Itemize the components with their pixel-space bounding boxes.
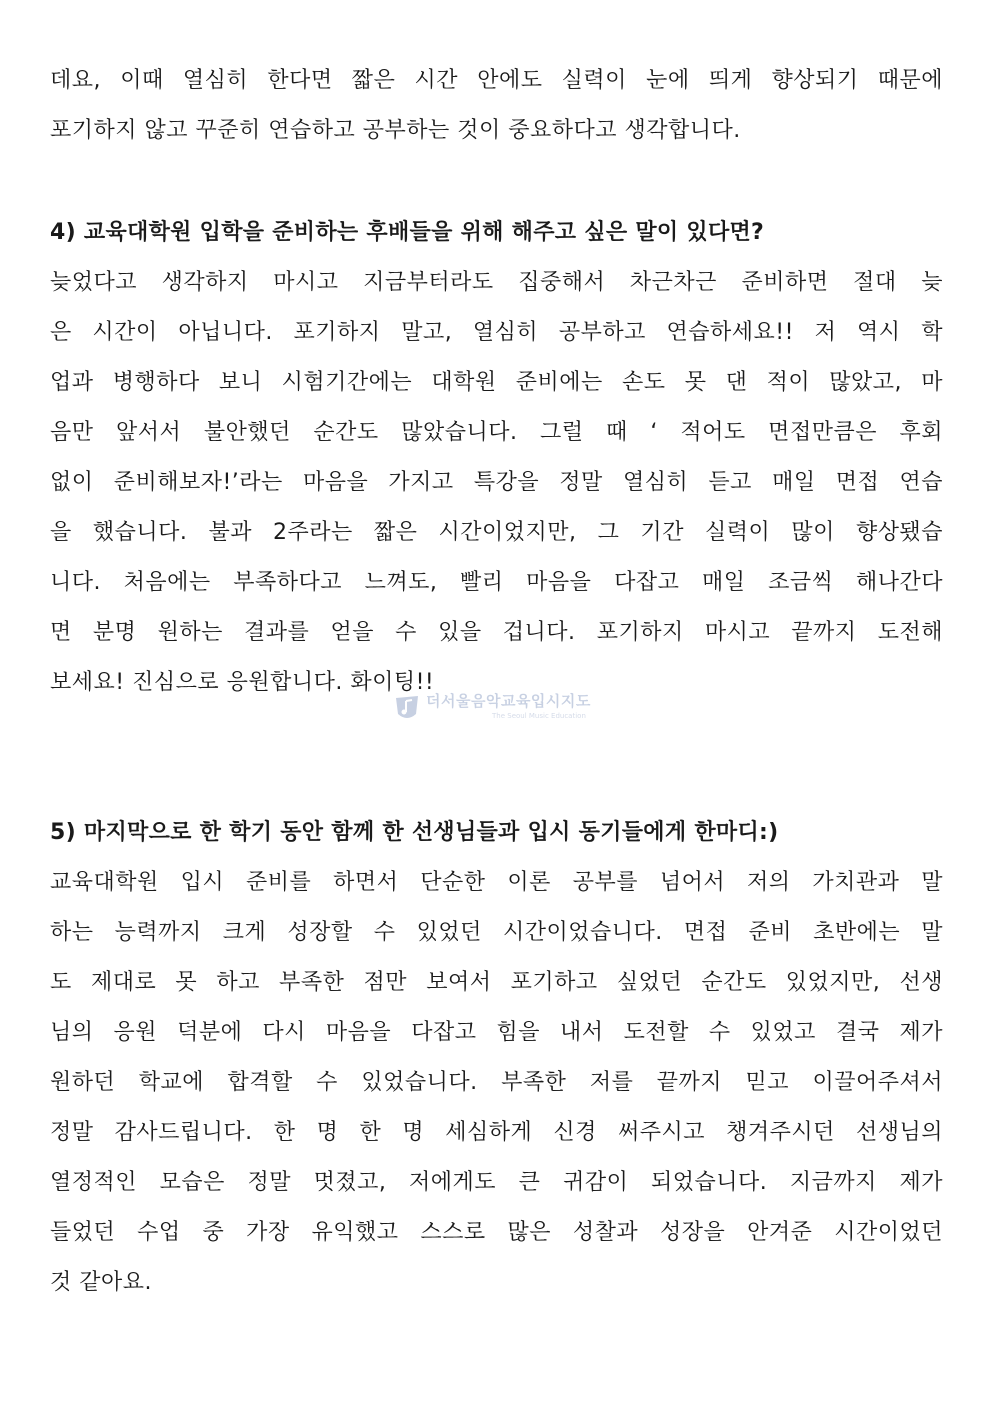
section-5-line-2: 하는 능력까지 크게 성장할 수 있었던 시간이었습니다. 면접 준비 초반에는 말 <box>50 920 943 945</box>
intro-line-2: 포기하지 않고 꾸준히 연습하고 공부하는 것이 중요하다고 생각합니다. <box>50 118 741 143</box>
section-4-line-3: 업과 병행하다 보니 시험기간에는 대학원 준비에는 손도 못 댄 적이 많았고, 마 <box>50 370 943 395</box>
section-4-heading: 4) 교육대학원 입학을 준비하는 후배들을 위해 해주고 싶은 말이 있다면? <box>50 220 765 245</box>
section-5-line-1: 교육대학원 입시 준비를 하면서 단순한 이론 공부를 넘어서 저의 가치관과 말 <box>50 870 943 895</box>
section-4-line-9: 보세요! 진심으로 응원합니다. 화이팅!! <box>50 670 435 695</box>
section-4-line-8: 면 분명 원하는 결과를 얻을 수 있을 겁니다. 포기하지 마시고 끝까지 도전해 <box>50 620 943 645</box>
section-4-line-6: 을 했습니다. 불과 2주라는 짧은 시간이었지만, 그 기간 실력이 많이 향상됐습 <box>50 520 943 545</box>
section-5-line-8: 들었던 수업 중 가장 유익했고 스스로 많은 성찰과 성장을 안겨준 시간이었던 <box>50 1220 943 1245</box>
section-5-line-4: 님의 응원 덕분에 다시 마음을 다잡고 힘을 내서 도전할 수 있었고 결국 제가 <box>50 1020 943 1045</box>
section-5-heading: 5) 마지막으로 한 학기 동안 함께 한 선생님들과 입시 동기들에게 한마디:) <box>50 820 779 845</box>
section-4-line-5: 없이 준비해보자!’라는 마음을 가지고 특강을 정말 열심히 듣고 매일 면접 연습 <box>50 470 943 495</box>
section-4-line-2: 은 시간이 아닙니다. 포기하지 말고, 열심히 공부하고 연습하세요!! 저 역시 학 <box>50 320 943 345</box>
section-4-line-1: 늦었다고 생각하지 마시고 지금부터라도 집중해서 차근차근 준비하면 절대 늦 <box>50 270 943 295</box>
section-4-line-7: 니다. 처음에는 부족하다고 느껴도, 빨리 마음을 다잡고 매일 조금씩 해나간다 <box>50 570 943 595</box>
watermark-title: 더서울음악교육입시지도 <box>426 692 591 710</box>
watermark-subtitle: The Seoul Music Education <box>492 712 586 720</box>
intro-line-1: 데요, 이때 열심히 한다면 짧은 시간 안에도 실력이 눈에 띄게 향상되기 때문에 <box>50 68 943 93</box>
section-5-line-6: 정말 감사드립니다. 한 명 한 명 세심하게 신경 써주시고 챙겨주시던 선생님의 <box>50 1120 943 1145</box>
section-5-line-9: 것 같아요. <box>50 1270 152 1295</box>
watermark <box>392 688 622 728</box>
music-logo-icon <box>392 692 422 722</box>
section-5-line-5: 원하던 학교에 합격할 수 있었습니다. 부족한 저를 끝까지 믿고 이끌어주셔서 <box>50 1070 943 1095</box>
section-4-line-4: 음만 앞서서 불안했던 순간도 많았습니다. 그럴 때 ‘ 적어도 면접만큼은 후회 <box>50 420 943 445</box>
section-5-line-7: 열정적인 모습은 정말 멋졌고, 저에게도 큰 귀감이 되었습니다. 지금까지 제가 <box>50 1170 943 1195</box>
section-5-line-3: 도 제대로 못 하고 부족한 점만 보여서 포기하고 싶었던 순간도 있었지만, 선생 <box>50 970 943 995</box>
